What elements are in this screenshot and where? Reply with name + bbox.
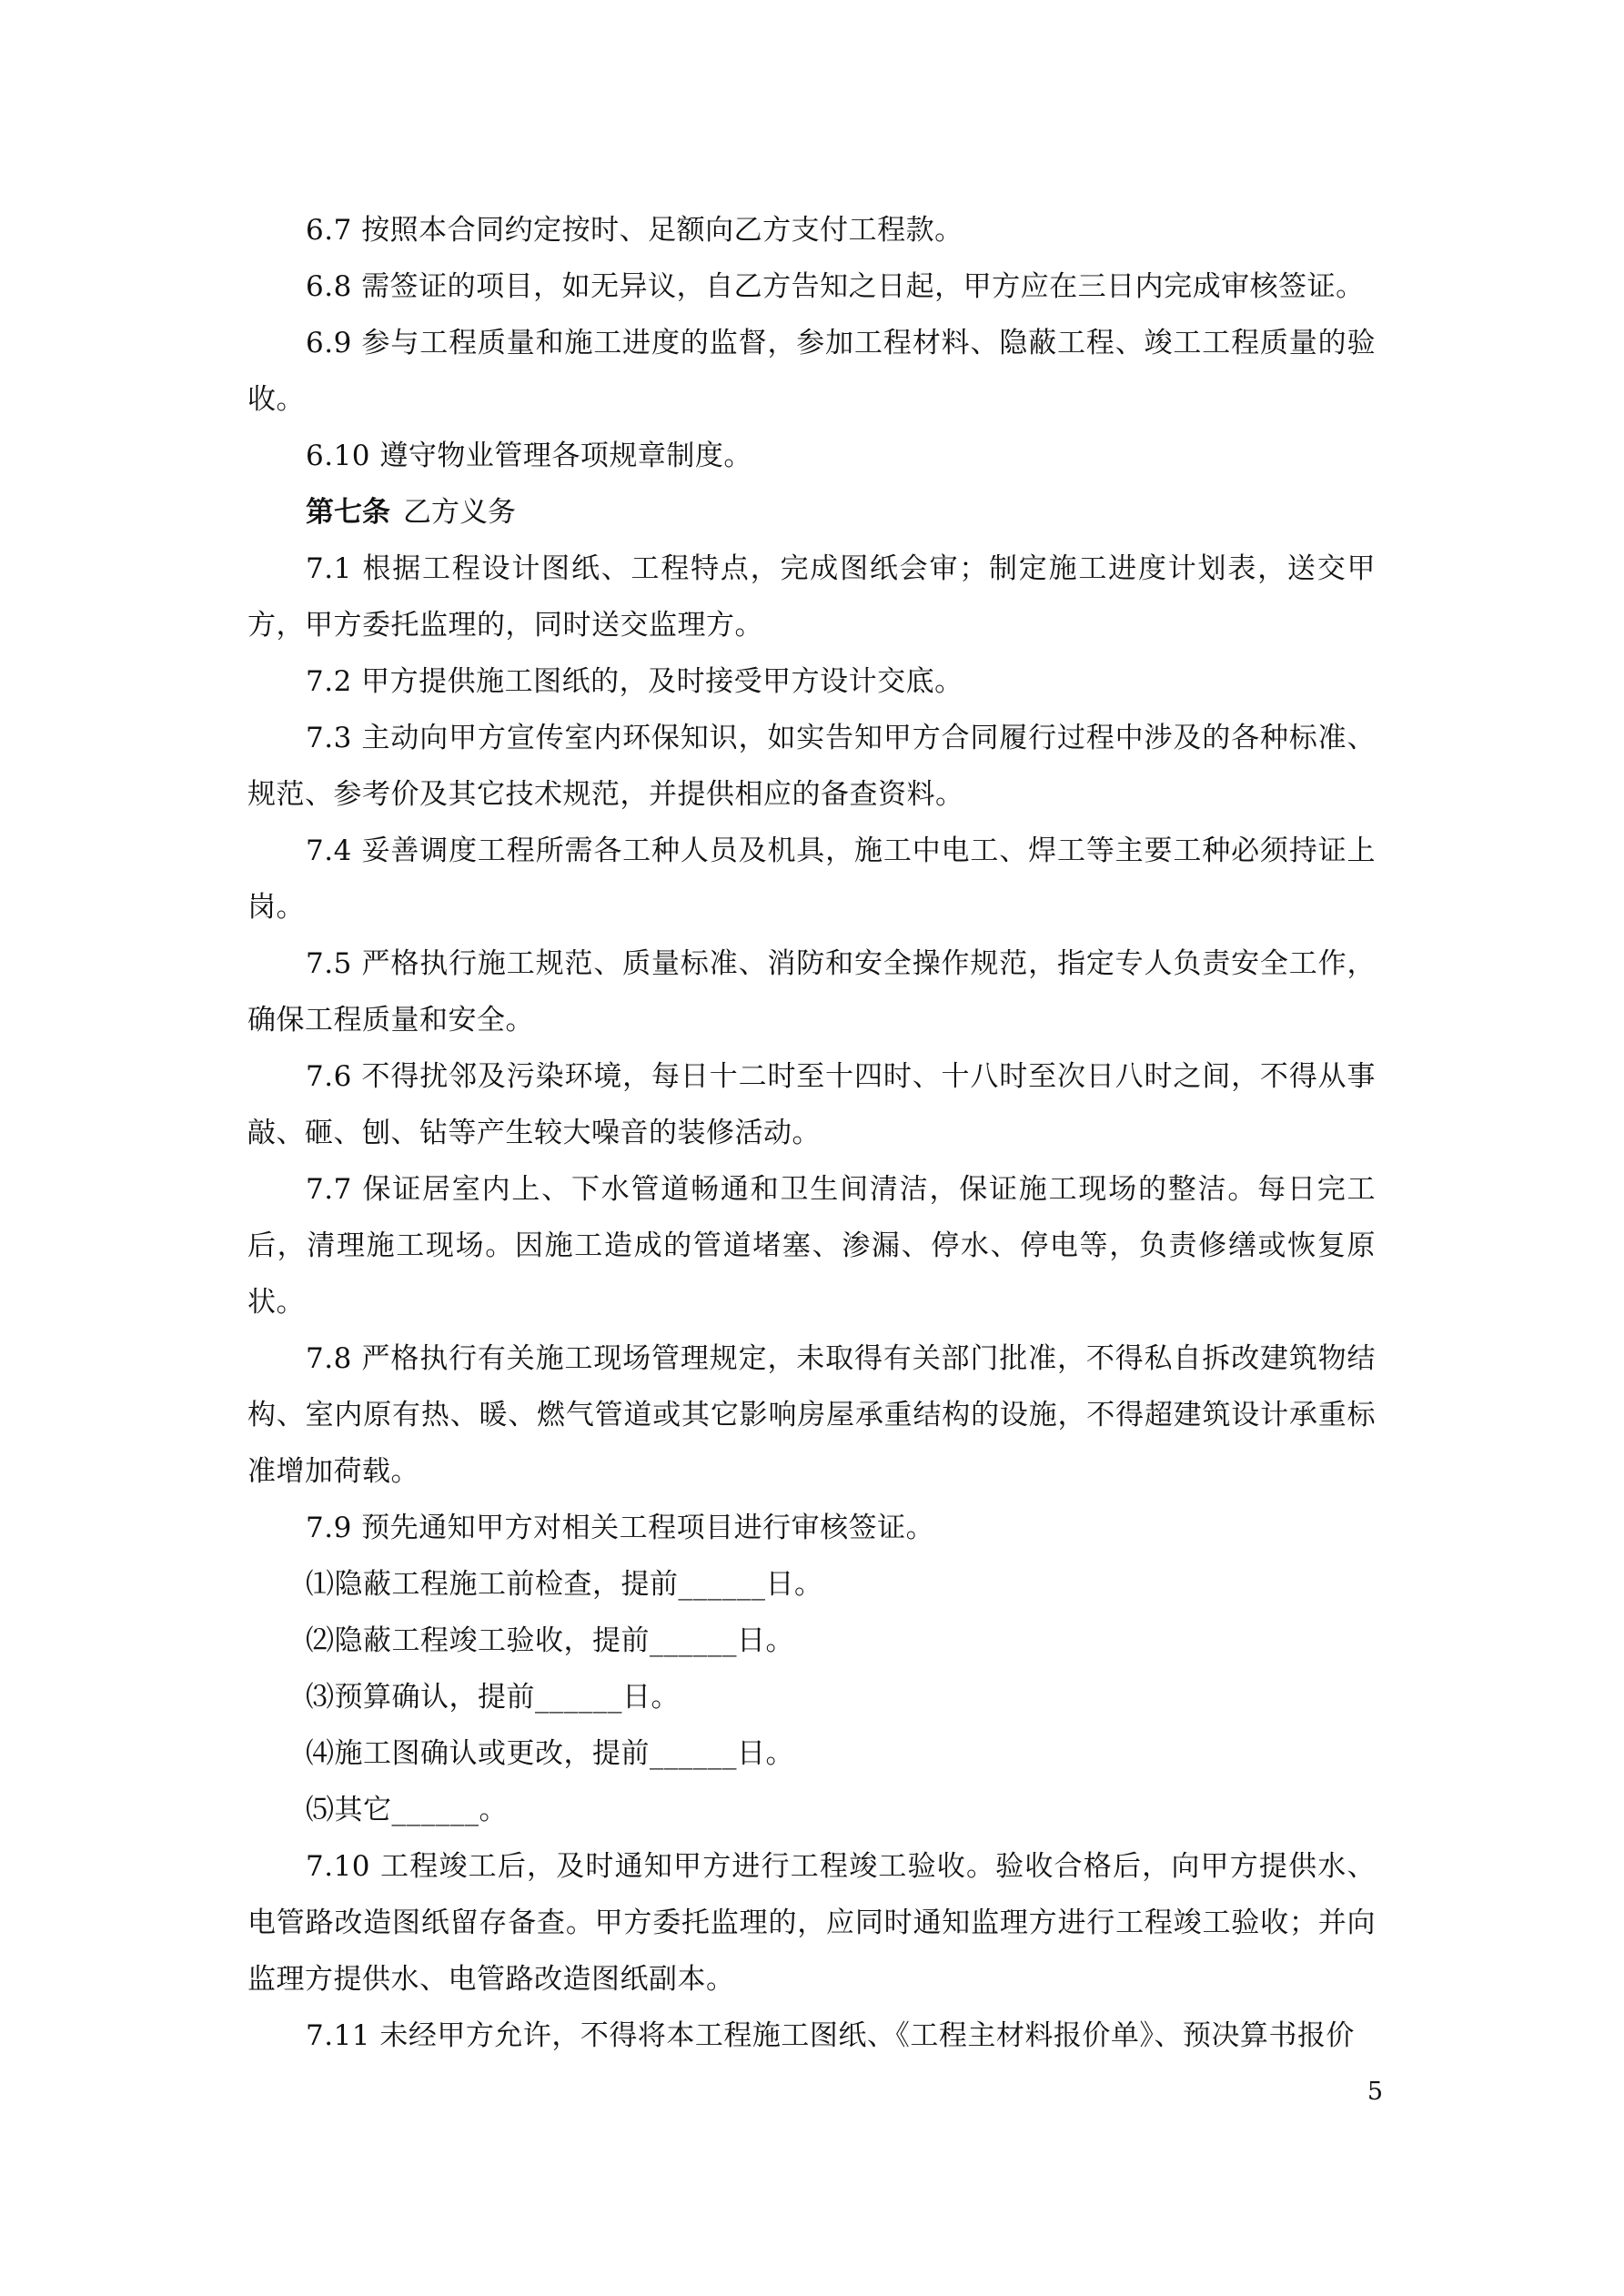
clause-7-9-item-4: ⑷施工图确认或更改，提前______日。 xyxy=(306,1737,794,1770)
clause-7-8: 7.8 严格执行有关施工现场管理规定，未取得有关部门批准，不得私自拆改建筑物结构、室内原有热、暖、燃气管道或其它影响房屋承重结构的设施，不得超建筑设计承重标准增加荷载。 xyxy=(247,1342,1376,1488)
section-heading-article-7 xyxy=(247,484,1376,541)
section-heading-number: 第七条 xyxy=(306,496,390,529)
clause-6-8: 6.8 需签证的项目，如无异议，自乙方告知之日起，甲方应在三日内完成审核签证。 xyxy=(306,270,1365,303)
clause-7-7: 7.7 保证居室内上、下水管道畅通和卫生间清洁，保证施工现场的整洁。每日完工后，清理施工现场。因施工造成的管道堵塞、渗漏、停水、停电等，负责修缮或恢复原状。 xyxy=(247,1173,1376,1319)
clause-6-9: 6.9 参与工程质量和施工进度的监督，参加工程材料、隐蔽工程、竣工工程质量的验收。 xyxy=(247,327,1376,416)
section-heading-title: 乙方义务 xyxy=(403,496,516,529)
clause-6-10: 6.10 遵守物业管理各项规章制度。 xyxy=(306,440,752,472)
clause-7-9-item-3: ⑶预算确认，提前______日。 xyxy=(306,1681,680,1714)
clause-7-9-item-1: ⑴隐蔽工程施工前检查，提前______日。 xyxy=(306,1568,823,1601)
clause-7-3: 7.3 主动向甲方宣传室内环保知识，如实告知甲方合同履行过程中涉及的各种标准、规范、参考价及其它技术规范，并提供相应的备查资料。 xyxy=(247,722,1376,811)
clause-7-2: 7.2 甲方提供施工图纸的，及时接受甲方设计交底。 xyxy=(306,665,963,698)
clause-7-1: 7.1 根据工程设计图纸、工程特点，完成图纸会审；制定施工进度计划表，送交甲方，甲方委托监理的，同时送交监理方。 xyxy=(247,552,1376,642)
clause-7-9: 7.9 预先通知甲方对相关工程项目进行审核签证。 xyxy=(306,1512,935,1544)
clause-7-9-item-2: ⑵隐蔽工程竣工验收，提前______日。 xyxy=(306,1624,794,1657)
clause-7-6: 7.6 不得扰邻及污染环境，每日十二时至十四时、十八时至次日八时之间，不得从事敲、砸、刨、钻等产生较大噪音的装修活动。 xyxy=(247,1060,1376,1149)
clause-7-10: 7.10 工程竣工后，及时通知甲方进行工程竣工验收。验收合格后，向甲方提供水、电管路改造图纸留存备查。甲方委托监理的，应同时通知监理方进行工程竣工验收；并向监理方提供水、电管路改造图纸副本。 xyxy=(247,1850,1376,1996)
page-number: 5 xyxy=(1367,2078,1383,2106)
clause-7-5: 7.5 严格执行施工规范、质量标准、消防和安全操作规范，指定专人负责安全工作，确保工程质量和安全。 xyxy=(247,947,1376,1037)
clause-7-9-item-5: ⑸其它______。 xyxy=(306,1794,508,1826)
document-body xyxy=(247,202,1376,2064)
clause-7-11: 7.11 未经甲方允许，不得将本工程施工图纸、《工程主材料报价单》、预决算书报价 xyxy=(306,2019,1355,2052)
clause-7-4: 7.4 妥善调度工程所需各工种人员及机具，施工中电工、焊工等主要工种必须持证上岗。 xyxy=(247,834,1376,924)
clause-6-7: 6.7 按照本合同约定按时、足额向乙方支付工程款。 xyxy=(306,214,963,247)
